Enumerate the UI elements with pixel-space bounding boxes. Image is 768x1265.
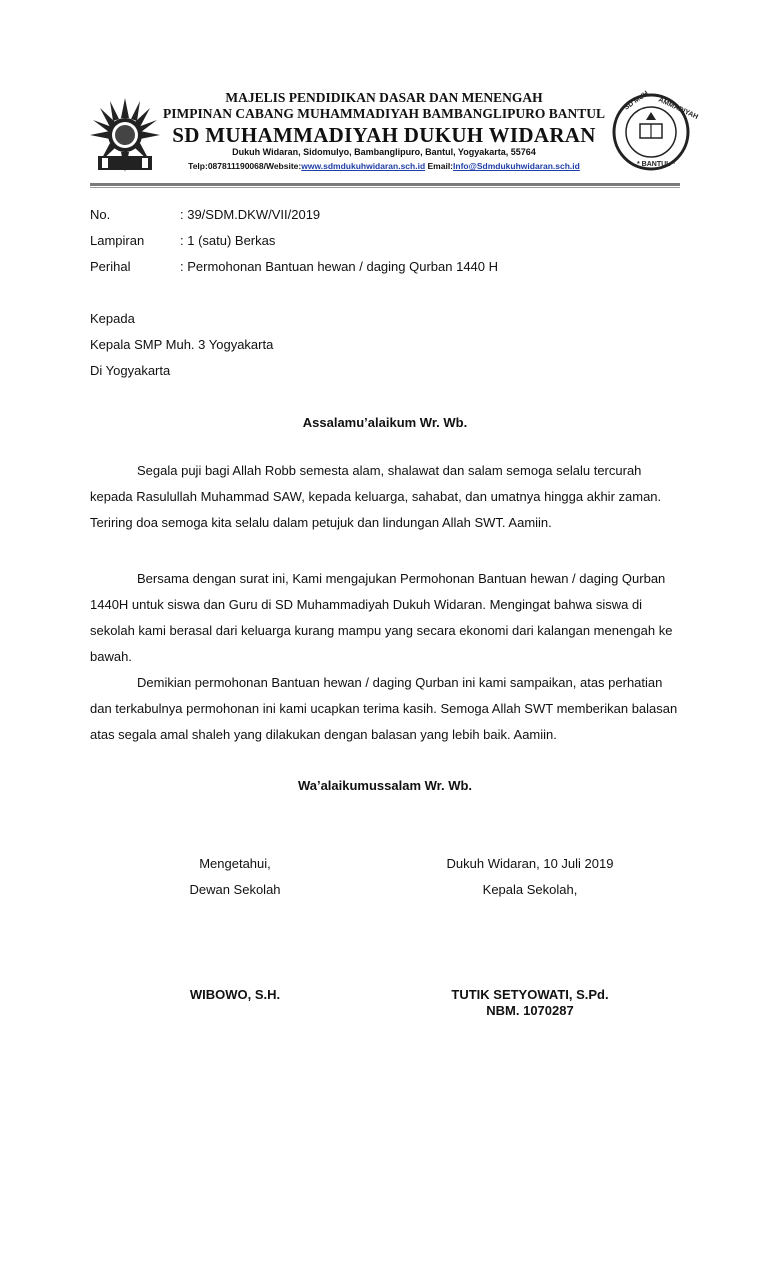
right-signature-place-date: Dukuh Widaran, 10 Juli 2019 xyxy=(446,856,614,871)
left-signature-heading: Mengetahui, xyxy=(199,856,271,871)
greeting: Assalamu’alaikum Wr. Wb. xyxy=(302,415,468,430)
contact-line xyxy=(0,161,768,171)
right-signature-name: TUTIK SETYOWATI, S.Pd. xyxy=(451,987,609,1002)
body-paragraph-2: Bersama dengan surat ini, Kami mengajukan Permohonan Bantuan hewan / daging Qurban 1440H untuk siswa dan Guru di SD Muhammadiyah Dukuh Widaran. Mengingat bahwa siswa di sekolah kami berasal dari keluarga kurang mampu yang secara ekonomi dari kalangan menengah ke bawah. xyxy=(90,571,673,664)
body-paragraph-3: Demikian permohonan Bantuan hewan / daging Qurban ini kami sampaikan, atas perhatian dan terkabulnya permohonan ini kami ucapkan terima kasih. Semoga Allah SWT memberikan balasan atas segala amal shaleh yang dilakukan dengan balasan yang lebih baik. Aamiin. xyxy=(90,675,678,742)
recipient-line1: Kepada xyxy=(90,311,135,326)
no-label: No. xyxy=(90,207,111,222)
left-signature-name: WIBOWO, S.H. xyxy=(189,987,281,1002)
letterhead-rule-thin xyxy=(90,187,680,188)
school-address: Dukuh Widaran, Sidomulyo, Bambanglipuro, Bantul, Yogyakarta, 55764 xyxy=(232,147,536,157)
body-paragraph-1: Segala puji bagi Allah Robb semesta alam, shalawat dan salam semoga selalu tercurah kepada Rasulullah Muhammad SAW, kepada keluarga, sahabat, dan umatnya hingga akhir zaman. Teriring doa semoga kita selalu dalam petujuk dan lindungan Allah SWT. Aamiin. xyxy=(90,463,662,530)
seal-bottom-text: * BANTUL * xyxy=(637,161,675,168)
lampiran-label: Lampiran xyxy=(90,233,145,248)
recipient-line2: Kepala SMP Muh. 3 Yogyakarta xyxy=(90,337,274,352)
letterhead-rule-thick xyxy=(90,183,680,186)
right-signature-role: Kepala Sekolah, xyxy=(482,882,578,897)
website-link[interactable]: www.sdmdukuhwidaran.sch.id xyxy=(301,161,426,171)
closing: Wa’alaikumussalam Wr. Wb. xyxy=(297,778,473,793)
perihal-label: Perihal xyxy=(90,259,131,274)
lampiran-value: : 1 (satu) Berkas xyxy=(180,233,276,248)
no-value: : 39/SDM.DKW/VII/2019 xyxy=(180,207,321,222)
left-signature-role: Dewan Sekolah xyxy=(189,882,281,897)
letterhead-line1: MAJELIS PENDIDIKAN DASAR DAN MENENGAH xyxy=(225,90,543,105)
recipient-line3: Di Yogyakarta xyxy=(90,363,171,378)
letterhead-line2: PIMPINAN CABANG MUHAMMADIYAH BAMBANGLIPURO BANTUL xyxy=(163,106,605,121)
right-signature-nbm: NBM. 1070287 xyxy=(486,1003,574,1018)
phone-text: Telp:087811190068/Website: xyxy=(188,161,302,171)
svg-text:AMMADIYAH: AMMADIYAH xyxy=(657,96,700,121)
school-name: SD MUHAMMADIYAH DUKUH WIDARAN xyxy=(172,123,596,147)
email-link[interactable]: Info@Sdmdukuhwidaran.sch.id xyxy=(453,161,580,171)
perihal-value: : Permohonan Bantuan hewan / daging Qurban 1440 H xyxy=(180,259,499,274)
email-label: Email: xyxy=(425,161,454,171)
svg-text:SD MUH: SD MUH xyxy=(623,90,650,112)
